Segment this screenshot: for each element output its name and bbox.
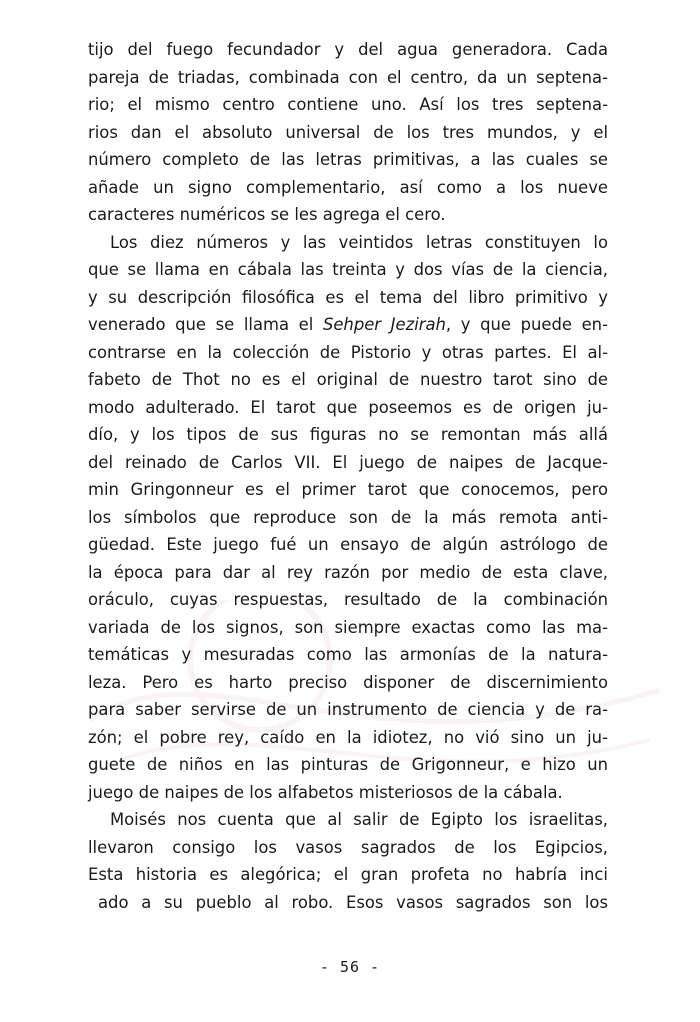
body-text	[88, 36, 608, 916]
text-line-with-title	[88, 311, 608, 339]
text-line: del reinado de Carlos VII. El juego de naipes de Jacque-	[88, 452, 608, 472]
text-line: guete de niños en las pinturas de Grigonneur, e hizo un	[88, 755, 608, 774]
text-line: rios dan el absoluto universal de los tres mundos, y el	[88, 122, 608, 142]
text-line: tijo del fuego fecundador y del agua generadora. Cada	[88, 40, 608, 59]
text-line: dío, y los tipos de sus figuras no se remontan más allá	[88, 425, 608, 444]
text-fragment: venerado que se llama el	[88, 315, 323, 334]
text-line: min Gringonneur es el primer tarot que conocemos, pero	[88, 480, 608, 499]
text-line: oráculo, cuyas respuestas, resultado de la combinación	[88, 590, 608, 609]
text-line: contrarse en la colección de Pistorio y otras partes. El al-	[88, 342, 608, 362]
text-line: llevaron consigo los vasos sagrados de los Egipcios,	[88, 837, 608, 857]
book-title: Sehper Jezirah	[322, 315, 446, 334]
text-line: fabeto de Thot no es el original de nuestro tarot sino de	[88, 370, 608, 389]
page-number: - 56 -	[319, 958, 381, 976]
text-line: la época para dar al rey razón por medio de esta clave,	[88, 562, 608, 582]
text-line: leza. Pero es harto preciso disponer de discernimiento	[88, 672, 608, 692]
text-line: caracteres numéricos se les agrega el cero.	[88, 205, 446, 224]
text-line: temáticas y mesuradas como las armonías de la natura-	[88, 645, 608, 664]
text-line: añade un signo complementario, así como a los nueve	[88, 177, 608, 197]
text-line: rio; el mismo centro contiene uno. Así los tres septena-	[88, 95, 608, 114]
text-line: los símbolos que reproduce son de la más remota anti-	[88, 507, 608, 527]
text-line: Los diez números y las veintidos letras constituyen lo	[110, 232, 608, 252]
text-fragment: , y que puede en-	[445, 315, 608, 334]
text-line: para saber servirse de un instrumento de ciencia y de ra-	[88, 700, 608, 719]
text-line: juego de naipes de los alfabetos misteriosos de la cábala.	[88, 782, 563, 802]
text-line: Esta historia es alegórica; el gran profeta no habría inci	[88, 865, 608, 884]
text-line: número completo de las letras primitivas, a las cuales se	[88, 150, 608, 169]
text-line: Moisés nos cuenta que al salir de Egipto los israelitas,	[110, 810, 608, 829]
text-line: modo adulterado. El tarot que poseemos es de origen ju-	[88, 397, 608, 417]
text-line: ado a su pueblo al robo. Esos vasos sagrados son los	[98, 892, 608, 912]
text-line: variada de los signos, son siempre exactas como las ma-	[88, 617, 608, 637]
text-line: zón; el pobre rey, caído en la idiotez, no vió sino un ju-	[88, 727, 608, 747]
text-line: güedad. Este juego fué un ensayo de algún astrólogo de	[88, 535, 608, 554]
text-line: pareja de triadas, combinada con el centro, da un septena-	[88, 67, 608, 87]
text-line: y su descripción filosófica es el tema del libro primitivo y	[88, 287, 608, 307]
text-line: que se llama en cábala las treinta y dos vías de la ciencia,	[88, 260, 608, 279]
